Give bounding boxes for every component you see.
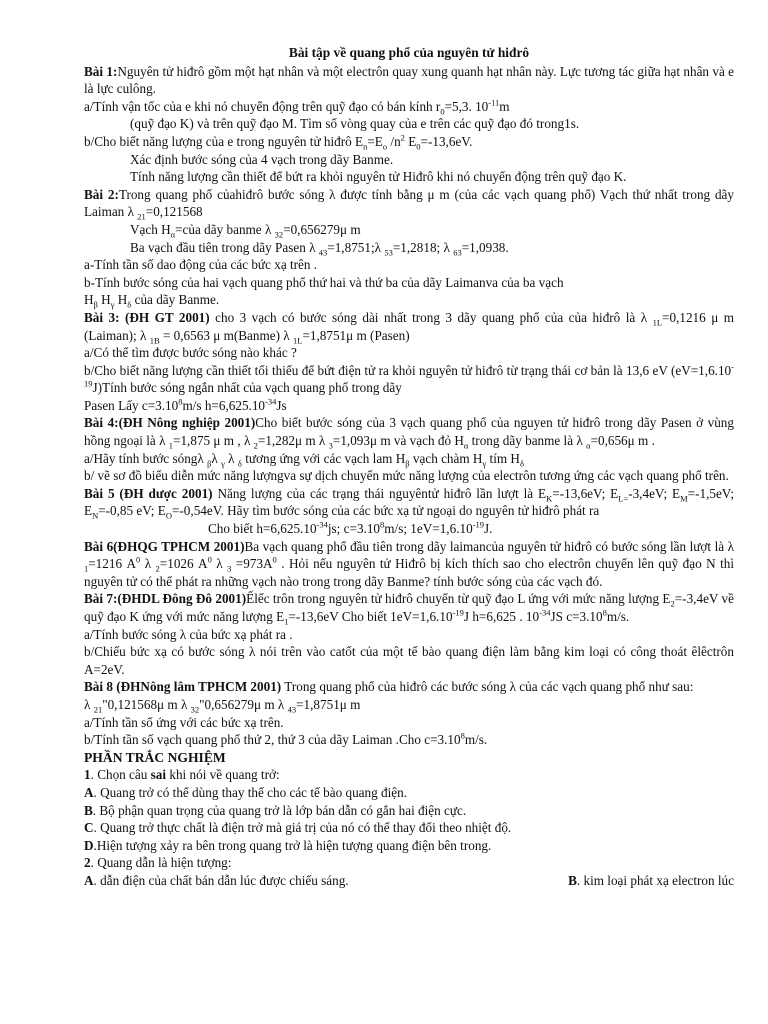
- b8-part-b: b/Tính tần số vạch quang phổ thứ 2, thứ 3 của dãy Laiman .Cho $c=3.10^8m/s$.: [84, 730, 488, 748]
- b1-text: Nguyên tử hiđrô gồm một hạt nhân và một electrôn quay xung quanh hạt nhân này. Lực tương tác giữa hạt nhân và e là lực culông.: [84, 63, 734, 97]
- b3-part-b-cont: Pasen Lấy $c=3.10^8m/s$ $h=6,625.10^{-34}Js$: [84, 396, 287, 413]
- b2-line2: Vạch $H_\alpha=của$ dãy banme λ $_{32}$=0,656279μ m: [130, 221, 361, 240]
- quiz-question-2: 2. Quang dẫn là hiện tượng:: [84, 855, 232, 871]
- b7-part-b: b/Chiếu bức xạ có bước sóng λ nói trên vào catốt của một tế bào quang điện làm bằng kim loại có công thoát êlêctrôn A=2eV.: [84, 644, 734, 677]
- quiz-q2-option-b: B. kim loại phát xạ electron lúc: [568, 872, 734, 888]
- b6-intro: Bài 6(ĐHQG TPHCM 2001)Ba vạch quang phổ đầu tiên trong dãy laimancủa nguyên tử hiđrô có bước sóng lần lượt là λ $_1$=1216 $A^0$ λ $_2$=1026 $A^0$ λ $_3 =973A^0$ . Hỏi nếu nguyên tử Hiđrô bị kích thích sao cho electrôn chuyển lên quỹ đạo N thì nguyên tử có thể phát ra những vạch nào trong trong dãy Banme? tính bước sóng của các vạch đó.: [84, 538, 734, 589]
- quiz-q1-option-b: B. Bộ phận quan trọng của quang trở là lớp bán dẫn có gắn hai điện cực.: [84, 802, 467, 818]
- quiz-q1-option-a: A. Quang trở có thể dùng thay thế cho các tế bào quang điện.: [84, 784, 408, 800]
- quiz-q1-option-d: D.Hiện tượng xảy ra bên trong quang trở là hiện tượng quang điện bên trong.: [84, 837, 492, 853]
- b4-part-a: a/Hãy tính bước sóngλ $_\beta$λ $_\gamma$ λ $_\delta$ tương ứng với các vạch lam $H_\beta$ vạch chàm $H_\gamma$ tím $H_\delta$: [84, 450, 524, 469]
- b6-label: Bài 6(ĐHQG TPHCM 2001): [84, 538, 245, 554]
- b1-part-b: b/Cho biết năng lượng của e trong nguyên tử hiđrô $E_n=E_o$ $/n^2$ $E_0=-13,6eV$.: [84, 132, 473, 152]
- b4-part-b: b/ vẽ sơ đồ biểu diễn mức năng lượngva sự dịch chuyển mức năng lượng của electrôn tương ứng các vạch quang phổ trên.: [84, 468, 729, 484]
- b2-intro: Bài 2:Trong quang phổ củahiđrô bước sóng λ được tính bằng μ m (của các vạch quang phổ) Vạch thứ nhất trong dãy Laiman λ $_{21}$=0,121568: [84, 186, 734, 222]
- b5-constants: Cho biết $h=6,625.10^{-34}js$; $c=3.10^8m/s$; $1eV=1,6.10^{-19}J$.: [208, 519, 493, 537]
- page-title: Bài tập về quang phổ của nguyên tử hiđrô: [288, 45, 530, 60]
- b1-part-b-line2: Xác định bước sóng của 4 vạch trong dãy Banme.: [130, 151, 394, 167]
- b4-label: Bài 4:(ĐH Nông nghiệp 2001): [84, 415, 256, 431]
- b3-part-a: a/Có thể tìm được bước sóng nào khác ?: [84, 345, 297, 361]
- b1-part-b-line3: Tính năng lượng cần thiết để bứt ra khỏi nguyên tử Hiđrô khi nó chuyển động trên quỹ đạo K.: [130, 169, 627, 185]
- b1-intro: [84, 63, 734, 98]
- b5-label: Bài 5 (ĐH dược 2001): [84, 485, 213, 501]
- b3-label: Bài 3: (ĐH GT 2001): [84, 309, 210, 325]
- b2-part-a: a-Tính tần số dao động của các bức xạ trên .: [84, 257, 318, 273]
- b8-intro: Bài 8 (ĐHNông lâm TPHCM 2001) Trong quang phổ của hiđrô các bước sóng λ của các vạch quang phổ như sau:: [84, 679, 694, 695]
- b8-values: λ $_{21}$"0,121568μ m λ $_{32}$"0,656279μ m λ $_{43}$=1,8751μ m: [84, 696, 361, 715]
- b1-part-a-cont: (quỹ đạo K) và trên quỹ đạo M. Tìm số vòng quay của e trên các quỹ đạo đó trong1s.: [130, 116, 580, 132]
- b1-part-a: a/Tính vận tốc của e khi nó chuyển động trên quỹ đạo có bán kính $r_0=5,3$. $10^{-11}m$: [84, 97, 510, 117]
- quiz-q2-option-a: A. dẫn điện của chất bán dẫn lúc được chiếu sáng.: [84, 872, 349, 888]
- b8-part-a: a/Tính tần số ứng với các bức xạ trên.: [84, 714, 284, 730]
- b2-label: Bài 2:: [84, 186, 119, 202]
- b3-part-b: b/Cho biết năng lượng cần thiết tối thiểu để bứt điện tử ra khỏi nguyên tử hiđrô từ trạng thái cơ bản là 13,6 eV $(eV=1,6.10^{-19}J)Tính$ bước sóng ngắn nhất của vạch quang phổ trong dãy: [84, 361, 734, 396]
- b2-part-b-cont: $H_\beta$ $H_\gamma$ $H_\delta$ của dãy Banme.: [84, 292, 220, 310]
- document: [84, 44, 734, 890]
- b5-intro: Bài 5 (ĐH dược 2001) Năng lượng của các trạng thái nguyêntử hiđrô lần lượt là $E_K=-13,6eV$; $E_{L=}-3,4eV$; $E_M=-1,5eV$; $E_N=-0,85$ eV; $E_O=-0,54eV$. Hãy tìm bước sóng của các bức xạ tử ngoại do nguyên tử hiđrô phát ra: [84, 485, 735, 522]
- b7-part-a: a/Tính bước sóng λ của bức xạ phát ra .: [84, 626, 293, 642]
- b4-intro: Bài 4:(ĐH Nông nghiệp 2001)Cho biết bước sóng của 3 vạch quang phổ của nguyen tử hiđrô trong dãy Pasen ở vùng hồng ngoại là λ $_1$=1,875 μ m , λ $_2$=1,282μ m λ $_3$=1,093μ m và vạch đỏ $H_\alpha$ trong dãy banme là λ $_\alpha$=0,656μ m .: [84, 415, 734, 451]
- b1-label: Bài 1:: [84, 63, 118, 79]
- b7-label: Bài 7:(ĐHDL Đông Đô 2001): [84, 591, 247, 607]
- b8-label: Bài 8 (ĐHNông lâm TPHCM 2001): [84, 679, 282, 695]
- b2-part-b: b-Tính bước sóng của hai vạch quang phổ thứ hai và thứ ba của dãy Laimanva của ba vạch: [84, 274, 564, 290]
- quiz-q1-option-c: C. Quang trở thực chất là điện trở mà giá trị của nó có thể thay đổi theo nhiệt độ.: [84, 820, 512, 836]
- b7-intro: Bài 7:(ĐHDL Đông Đô 2001)Ếlếc trôn trong nguyên tử hiđrô chuyển từ quỹ đạo L ứng với mức năng lượng $E_2=-3,4eV$ về quỹ đạo K ứng với mức năng lượng $E_1=-13,6eV$ Cho biết $1eV=1,6.10^{-19}J$ h=6,625 . $10^{-34}JS$ $c=3.10^8m/s$.: [84, 591, 734, 627]
- b3-intro: Bài 3: (ĐH GT 2001) cho 3 vạch có bước sóng dài nhất trong 3 dãy quang phổ của của hiđrô là λ $_{1L}$=0,1216 μ m (Laiman); λ $_{1B}$ = 0,6563 μ m(Banme) λ $_{1L}$=1,8751μ m (Pasen): [84, 309, 735, 346]
- quiz-q2-options-row: [84, 872, 734, 890]
- quiz-question-1: 1. Chọn câu sai khi nói về quang trở:: [84, 767, 280, 783]
- quiz-heading: PHẦN TRẮC NGHIỆM: [84, 749, 226, 765]
- b2-line3: Ba vạch đầu tiên trong dãy Pasen λ $_{43}$=1,8751;λ $_{53}$=1,2818; λ $_{63}$=1,0938.: [130, 239, 509, 258]
